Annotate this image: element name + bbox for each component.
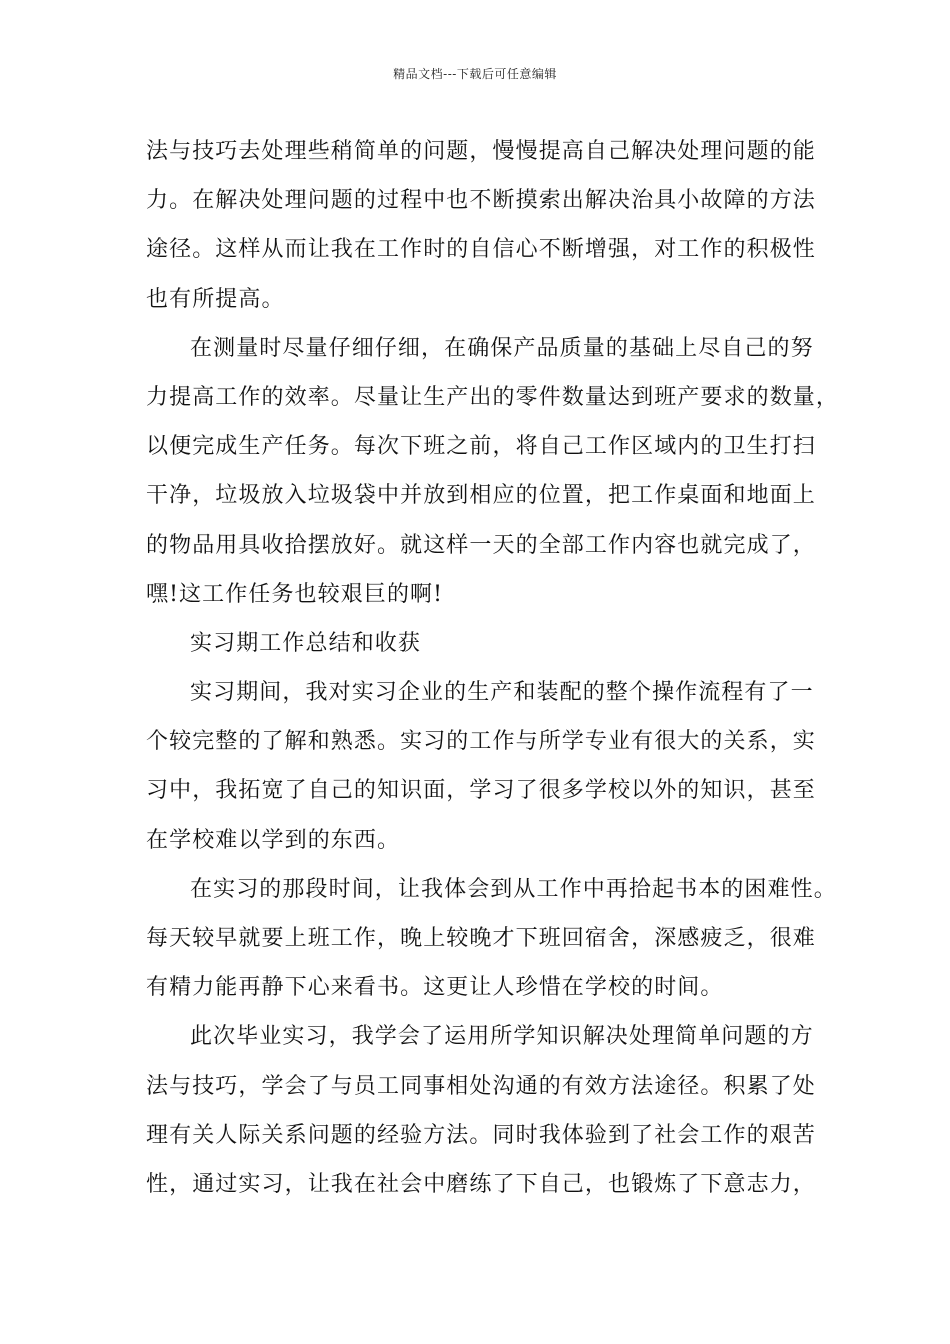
text-line: 性，通过实习，让我在社会中磨练了下自己，也锻炼了下意志力，	[146, 1171, 816, 1197]
text-line: 途径。这样从而让我在工作时的自信心不断增强，对工作的积极性	[146, 237, 816, 263]
text-line: 理有关人际关系问题的经验方法。同时我体验到了社会工作的艰苦	[146, 1122, 816, 1148]
document-body	[146, 134, 840, 1216]
text-line: 个较完整的了解和熟悉。实习的工作与所学专业有很大的关系，实	[146, 729, 816, 755]
text-line: 在学校难以学到的东西。	[146, 827, 401, 853]
text-line: 力。在解决处理问题的过程中也不断摸索出解决治具小故障的方法	[146, 188, 816, 214]
text-line: 在实习的那段时间，让我体会到从工作中再拾起书本的困难性。	[190, 876, 837, 902]
text-line: 习中，我拓宽了自己的知识面，学习了很多学校以外的知识，甚至	[146, 778, 816, 804]
text-line: 干净，垃圾放入垃圾袋中并放到相应的位置，把工作桌面和地面上	[146, 483, 816, 509]
text-line: 每天较早就要上班工作，晚上较晚才下班回宿舍，深感疲乏，很难	[146, 926, 816, 951]
text-line: 此次毕业实习，我学会了运用所学知识解决处理简单问题的方	[190, 1024, 814, 1050]
text-line: 在测量时尽量仔细仔细，在确保产品质量的基础上尽自己的努	[190, 335, 814, 361]
text-line: 实习期间，我对实习企业的生产和装配的整个操作流程有了一	[190, 680, 814, 706]
text-line: 法与技巧，学会了与员工同事相处沟通的有效方法途径。积累了处	[146, 1073, 816, 1099]
text-line: 嘿!这工作任务也较艰巨的啊!	[146, 581, 444, 607]
text-line: 的物品用具收拾摆放好。就这样一天的全部工作内容也就完成了，	[146, 532, 816, 558]
text-line: 力提高工作的效率。尽量让生产出的零件数量达到班产要求的数量，	[146, 384, 840, 410]
text-line: 以便完成生产任务。每次下班之前，将自己工作区域内的卫生打扫	[146, 434, 816, 460]
page-header: 精品文档---下载后可任意编辑	[393, 67, 557, 81]
section-heading: 实习期工作总结和收获	[190, 630, 422, 656]
text-line: 也有所提高。	[146, 286, 285, 312]
text-line: 有精力能再静下心来看书。这更让人珍惜在学校的时间。	[146, 975, 724, 1001]
text-line: 法与技巧去处理些稍简单的问题，慢慢提高自己解决处理问题的能	[146, 139, 816, 164]
